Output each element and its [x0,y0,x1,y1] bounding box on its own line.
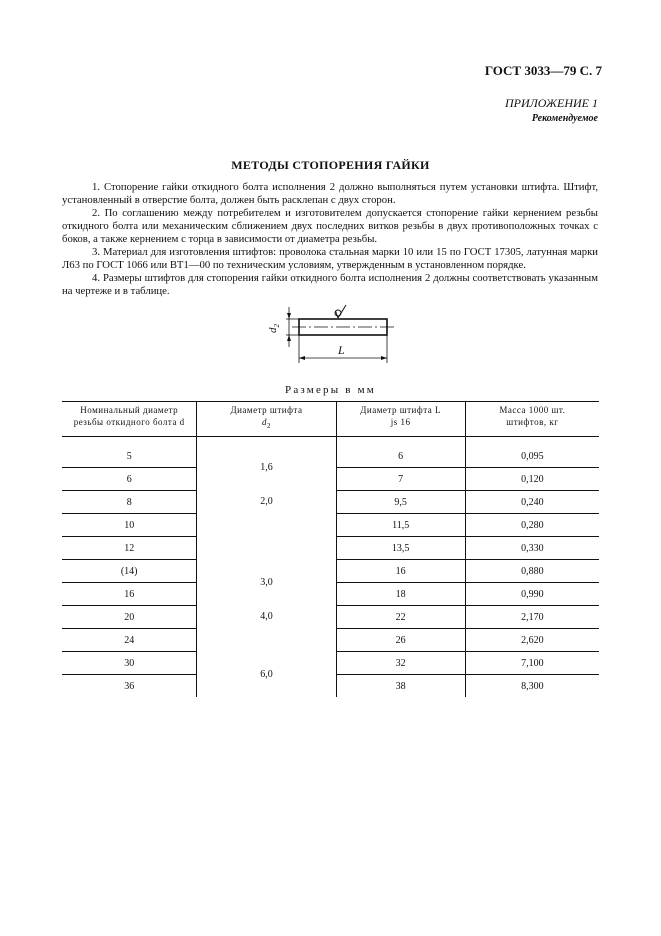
cell-thread: 6 [62,468,197,491]
cell-length: 26 [336,629,465,652]
pin-drawing [262,302,412,372]
cell-mass: 2,620 [465,629,599,652]
cell-length: 18 [336,583,465,606]
dim-label-d: d [267,327,279,333]
paragraph-4: 4. Размеры штифтов для стопорения гайки откидного болта исполнения 2 должны соответствовать указанным на чертеже и в таблице. [62,272,598,297]
cell-thread: 20 [62,606,197,629]
cell-mass: 7,100 [465,652,599,675]
cell-thread: 5 [62,445,197,468]
appendix-block [505,96,598,126]
table-row [62,606,599,629]
cell-length: 9,5 [336,491,465,514]
header-c1-line2: резьбы откидного болта d [73,417,185,427]
paragraph-1: 1. Стопорение гайки откидного болта исполнения 2 должно выполняться путем установки штифта. Штифт, установленный в отверстие болта, должен быть расклепан с двух сторон. [62,181,598,206]
cell-length: 22 [336,606,465,629]
cell-length: 16 [336,560,465,583]
cell-thread: 8 [62,491,197,514]
header-c2-line1: Диаметр штифта [230,405,303,415]
cell-pin-diameter: 3,0 [197,560,336,606]
cell-mass: 2,170 [465,606,599,629]
header-c2-line2: d [261,417,267,427]
table-caption: Размеры в мм [285,384,376,396]
cell-length: 38 [336,675,465,698]
cell-length: 6 [336,445,465,468]
spacer-row [62,437,599,446]
cell-length: 13,5 [336,537,465,560]
cell-mass: 8,300 [521,680,544,692]
cell-thread: 16 [62,583,197,606]
cell-thread: 36 [62,675,197,698]
header-c2-sub: 2 [266,421,271,430]
header-c4-line2: штифтов, кг [506,417,559,427]
cell-pin-diameter: 4,0 [197,606,336,652]
cell-thread: 30 [62,652,197,675]
cell-pin-diameter: 2,0 [197,491,336,560]
table-header-row [62,402,599,437]
dim-label-L: L [338,343,345,357]
header-mass [465,402,599,437]
header-c1-line1: Номинальный диаметр [80,405,179,415]
cell-mass: 0,095 [465,445,599,468]
paragraph-2: 2. По соглашению между потребителем и изготовителем допускается стопорение гайки кернением резьбы откидного болта или механическим сближением двух последних витков резьбы в двух противоположных точках с боков, а также кернением с торца в зависимости от диаметра резьбы. [62,207,598,245]
header-pin-length [336,402,465,437]
dim-label-d-sub: 2 [273,324,281,328]
header-c3-line1: Диаметр штифта L [360,405,441,415]
cell-mass: 0,240 [465,491,599,514]
appendix-label: ПРИЛОЖЕНИЕ 1 [505,96,598,110]
cell-length: 32 [336,652,465,675]
page-header: ГОСТ 3033—79 С. 7 [484,63,602,78]
table-row [62,445,599,468]
cell-pin-diameter: 1,6 [197,445,336,491]
sizes-table [62,401,599,697]
table-row [62,652,599,675]
cell-thread: 24 [62,629,197,652]
header-pin-diameter [197,402,336,437]
cell-thread: (14) [62,560,197,583]
cell-mass: 0,880 [465,560,599,583]
header-thread-diameter [62,402,197,437]
section-title: МЕТОДЫ СТОПОРЕНИЯ ГАЙКИ [231,158,430,172]
body-text [62,181,598,298]
cell-thread: 10 [62,514,197,537]
paragraph-3: 3. Материал для изготовления штифтов: проволока стальная марки 10 или 15 по ГОСТ 17305, латунная марки Л63 по ГОСТ 1066 или ВТ1—00 по техническим условиям, утвержденным в установленном порядке. [62,246,598,271]
svg-text:d2 [267,324,281,334]
table-row [62,491,599,514]
cell-mass: 0,120 [465,468,599,491]
cell-length: 7 [336,468,465,491]
cell-length: 11,5 [336,514,465,537]
header-c4-line1: Масса 1000 шт. [499,405,566,415]
cell-pin-diameter: 6,0 [197,652,336,698]
table-row [62,560,599,583]
cell-mass: 0,330 [465,537,599,560]
cell-thread: 12 [62,537,197,560]
header-c3-line2: js 16 [390,417,411,427]
appendix-note: Рекомендуемое [531,113,598,124]
cell-mass: 0,280 [465,514,599,537]
cell-mass: 0,990 [465,583,599,606]
